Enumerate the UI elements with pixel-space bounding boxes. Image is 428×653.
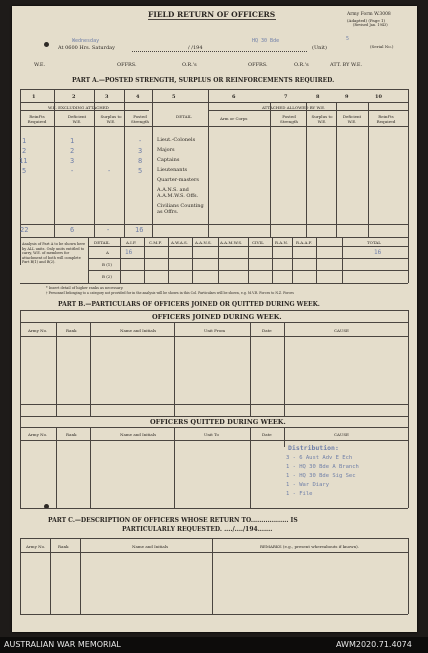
col-number: 4: [136, 94, 140, 100]
col-number: 7: [284, 94, 288, 100]
part-c-heading-1: PART C.—DESCRIPTION OF OFFICERS WHOSE RETURN TO.................. IS: [48, 517, 298, 524]
col-head: Surplus to W.E.: [311, 114, 333, 124]
typed-serial: 5: [346, 36, 350, 42]
archive-footer: [0, 637, 428, 653]
reinf-value: 5: [22, 167, 27, 175]
analysis-col-head: R.A.A.F.: [296, 240, 313, 245]
quitted-col-head: Army No.: [28, 432, 48, 437]
distribution-line: 1 - HQ 30 Bde Sig Sec: [286, 473, 356, 479]
part-c-col-head: Name and Initials: [132, 544, 169, 549]
joined-col-head: Rank: [66, 328, 77, 333]
total-value: 6: [70, 226, 75, 234]
form-title: FIELD RETURN OF OFFICERS: [148, 10, 276, 19]
distribution-line: 1 - File: [286, 491, 313, 497]
analysis-col-head: A.A.N.S.: [195, 240, 212, 245]
analysis-row-label: B (2): [102, 274, 112, 279]
col-number: 9: [345, 94, 349, 100]
we-ors-label: O.R.'s: [182, 62, 197, 68]
distribution-title: Distribution:: [288, 444, 339, 452]
quitted-col-head: Name and Initials: [120, 432, 157, 437]
analysis-row-label: A: [106, 250, 109, 255]
army-form-number: Army Form W.3008: [347, 12, 391, 17]
at-line-prefix: At 0600 Hrs. Saturday: [58, 45, 115, 51]
rank-label: Lieutenants: [157, 167, 188, 173]
serial-number-label: (Serial No.): [370, 44, 394, 49]
part-c-heading-2: PARTICULARLY REQUESTED. ..../..../194.......: [122, 526, 273, 533]
analysis-col-head: R.A.N.: [275, 240, 288, 245]
posted-value: -: [138, 137, 143, 145]
col-number: 3: [105, 94, 109, 100]
part-c-col-head: Rank: [58, 544, 69, 549]
analysis-col-head: DETAIL: [94, 240, 110, 245]
analysis-col-head: C.M.F.: [149, 240, 162, 245]
col-head: Posted Strength: [131, 114, 149, 124]
total-value: 16: [135, 226, 144, 234]
rank-label: Captains: [157, 157, 180, 163]
att-offrs-label: OFFRS.: [248, 62, 268, 68]
distribution-line: 1 - War Diary: [286, 482, 330, 488]
col-head: Arm or Corps: [220, 116, 248, 121]
deficient-value: -: [70, 167, 75, 175]
part-c-col-head: Army No.: [26, 544, 46, 549]
rank-label: Majors: [157, 147, 175, 153]
att-by-we-label: ATT. BY W.E.: [330, 62, 363, 68]
rank-label: A.A.N.S. and A.A.M.W.S. Offs.: [157, 187, 199, 199]
analysis-col-head: TOTAL: [367, 240, 381, 245]
total-value: 22: [20, 226, 29, 234]
part-c-col-head: REMARKS (e.g., present whereabouts if known).: [260, 544, 359, 549]
col-head: Deficient W.E.: [342, 114, 362, 124]
form-sheet: [12, 6, 417, 632]
analysis-col-head: A.A.M.W.S.: [220, 240, 243, 245]
rank-label: Civilians Counting as Offrs.: [157, 203, 204, 215]
col-head: Reinf'ts Required: [27, 114, 47, 124]
we-label: W.E.: [34, 62, 46, 68]
col-head: Surplus to W.E.: [100, 114, 122, 124]
posted-value: 3: [138, 147, 143, 155]
analysis-total-value: 16: [374, 249, 382, 256]
quitted-title: OFFICERS QUITTED DURING WEEK.: [150, 418, 286, 426]
reinf-value: 1: [22, 137, 27, 145]
deficient-value: 3: [70, 157, 75, 165]
posted-value: 5: [138, 167, 143, 175]
joined-col-head: CAUSE: [334, 328, 349, 333]
unit-label: (Unit): [312, 45, 327, 51]
col-number: 6: [232, 94, 236, 100]
attached-allowed: ATTACHED ALLOWED BY W.E.: [262, 105, 326, 110]
posted-value: 8: [138, 157, 143, 165]
deficient-value: 1: [70, 137, 75, 145]
punch-hole: [44, 42, 49, 47]
col-number: 5: [172, 94, 176, 100]
at-line-date: / /194: [188, 45, 203, 51]
we-excluding-attached: W.E. EXCLUDING ATTACHED: [48, 105, 109, 110]
we-offrs-label: OFFRS.: [117, 62, 137, 68]
col-head: Posted Strength: [280, 114, 298, 124]
joined-col-head: Date: [262, 328, 272, 333]
col-number: 1: [32, 94, 36, 100]
quitted-col-head: Date: [262, 432, 272, 437]
joined-col-head: Unit From: [204, 328, 225, 333]
analysis-col-head: A.I.F.: [126, 240, 137, 245]
joined-col-head: Army No.: [28, 328, 48, 333]
col-head: Deficient W.E.: [67, 114, 87, 124]
analysis-note: Analysis of Part A to be shown here by ALL units. Only units entitled to carry, W.E. of members for attachment of both will complete Part B(1) and B(2).: [22, 242, 86, 264]
part-b-heading: PART B.—PARTICULARS OF OFFICERS JOINED OR QUITTED DURING WEEK.: [58, 301, 320, 308]
att-ors-label: O.R.'s: [294, 62, 309, 68]
distribution-line: 1 - HQ 30 Bde A Branch: [286, 464, 359, 470]
rank-label: Lieut.-Colonels: [157, 137, 196, 143]
footnote: * Insert detail of higher ranks as necessary.: [46, 286, 124, 290]
analysis-col-head: A.W.A.S.: [171, 240, 188, 245]
total-value: -: [106, 226, 111, 234]
analysis-aif-value: 16: [125, 249, 133, 256]
detail-head: DETAIL: [176, 114, 192, 119]
distribution-line: 3 - 6 Aust Adv E Ech: [286, 455, 353, 461]
joined-col-head: Name and Initials: [120, 328, 157, 333]
deficient-value: 2: [70, 147, 75, 155]
reinf-value: 11: [19, 157, 28, 165]
reinf-value: 2: [22, 147, 27, 155]
footer-institution: AUSTRALIAN WAR MEMORIAL: [4, 640, 121, 649]
col-head: Reinf'ts Required: [376, 114, 396, 124]
typed-day: Wednesday: [72, 38, 100, 44]
surplus-value: -: [107, 167, 112, 175]
army-form-revised: (Revised Jan. 1943): [353, 23, 388, 27]
analysis-col-head: CIVIL: [252, 240, 264, 245]
col-number: 10: [375, 94, 382, 100]
quitted-col-head: Rank: [66, 432, 77, 437]
rank-label: Quarter-masters: [157, 177, 199, 183]
quitted-col-head: CAUSE: [334, 432, 349, 437]
footnote: † Personnel belonging to a category not provided for in the analysis will be shown in this Col. Particulars will be shown, e.g. M.V.R. Forces to N.Z. Forces: [46, 291, 294, 295]
joined-title: OFFICERS JOINED DURING WEEK.: [152, 313, 282, 321]
part-a-heading: PART A.—POSTED STRENGTH, SURPLUS OR REINFORCEMENTS REQUIRED.: [72, 77, 335, 84]
footer-accession-number: AWM2020.71.4074: [336, 640, 412, 649]
col-number: 8: [316, 94, 320, 100]
analysis-row-label: B (1): [102, 262, 112, 267]
quitted-col-head: Unit To: [204, 432, 219, 437]
typed-unit: HQ 30 Bde: [252, 38, 280, 44]
army-form-adapted: (Adapted) (Page 1): [347, 18, 386, 23]
col-number: 2: [72, 94, 76, 100]
